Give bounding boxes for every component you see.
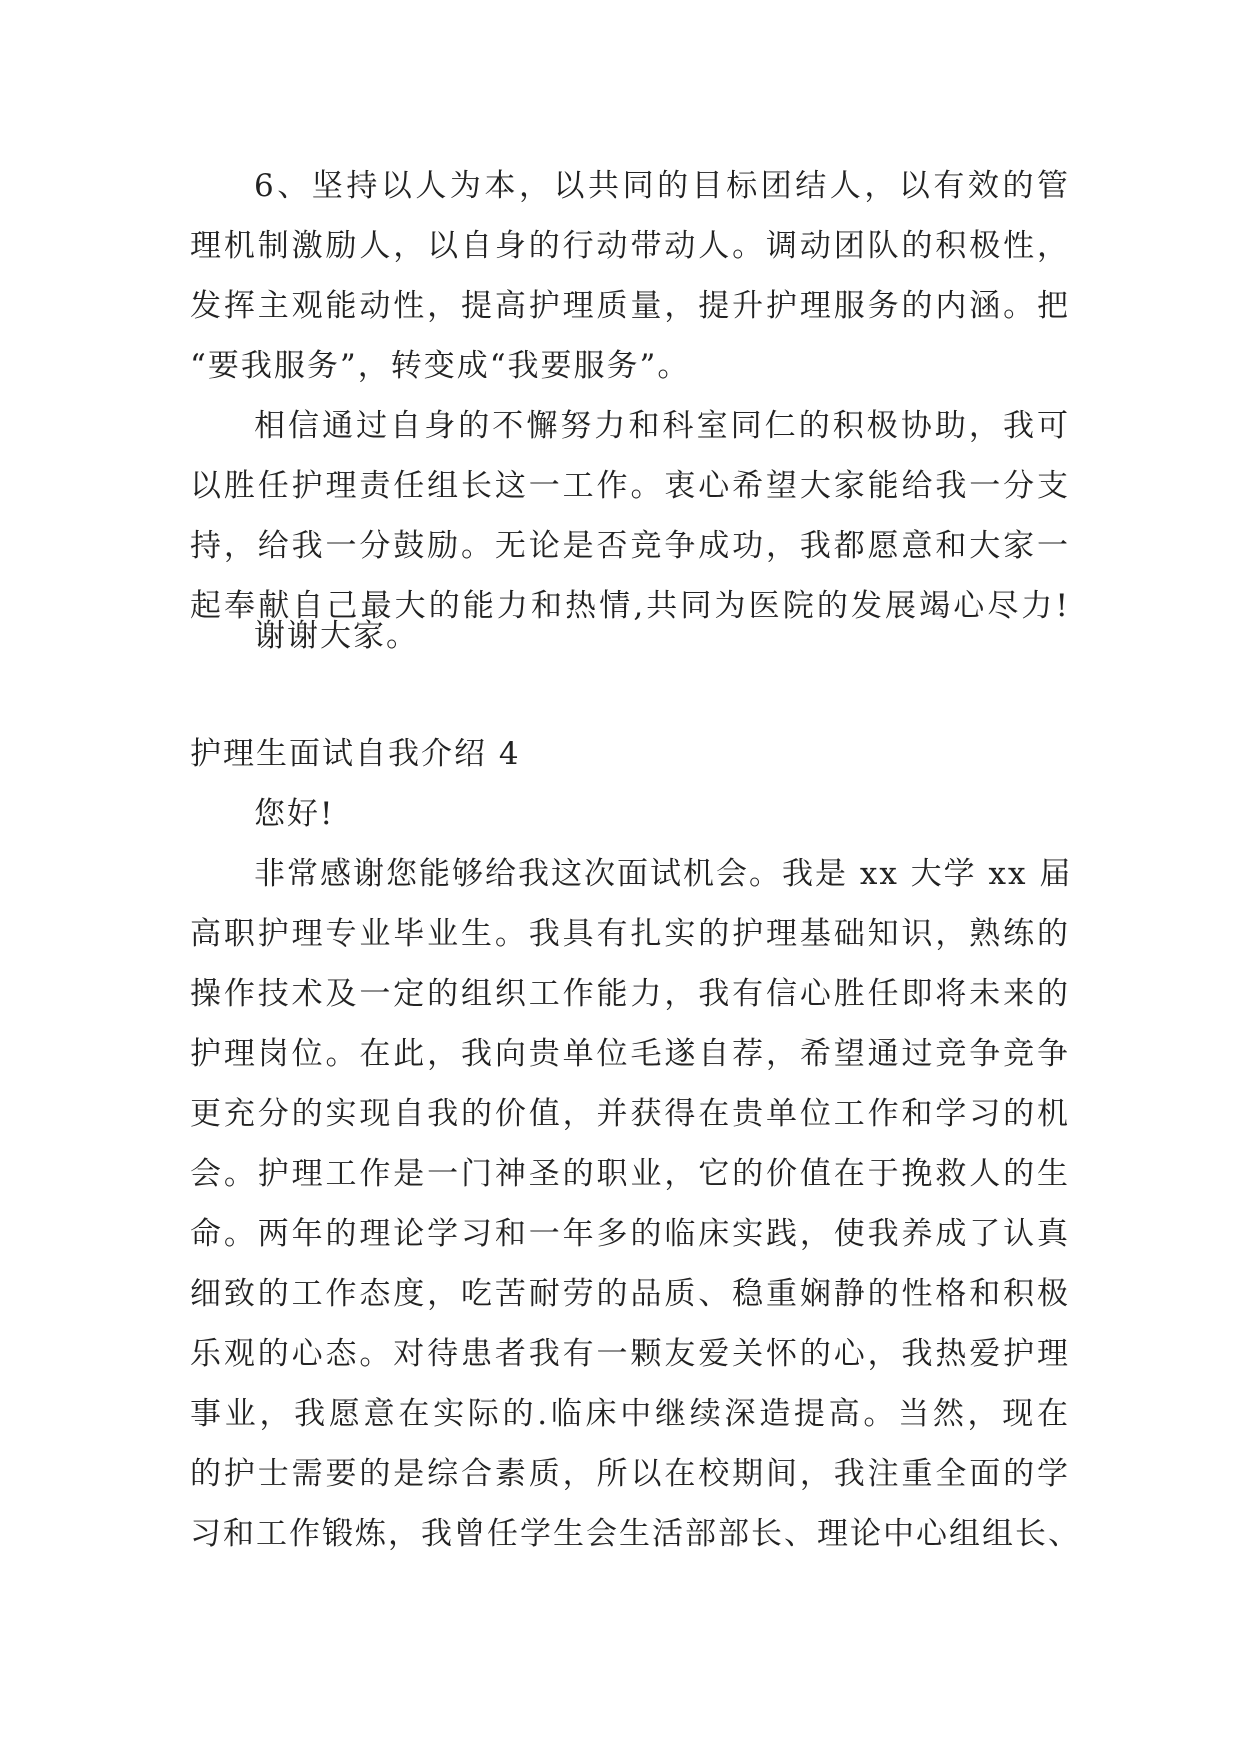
text-line: 护理岗位。在此，我向贵单位毛遂自荐，希望通过竞争竞争 <box>190 1036 1070 1072</box>
section-heading <box>190 724 1070 784</box>
text-line: 乐观的心态。对待患者我有一颗友爱关怀的心，我热爱护理 <box>190 1336 1070 1372</box>
greeting-text: 您好! <box>254 796 335 832</box>
text-line: 会。护理工作是一门神圣的职业，它的价值在于挽救人的生 <box>190 1156 1070 1192</box>
paragraph-belief <box>190 396 1070 636</box>
text-line: 习和工作锻炼，我曾任学生会生活部部长、理论中心组组长、 <box>190 1516 1081 1552</box>
text-line: 命。两年的理论学习和一年多的临床实践，使我养成了认真 <box>190 1216 1070 1252</box>
text-line: 事业，我愿意在实际的.临床中继续深造提高。当然，现在 <box>190 1396 1070 1432</box>
text-line: “要我服务”，转变成“我要服务”。 <box>190 348 691 384</box>
text-line: 更充分的实现自我的价值，并获得在贵单位工作和学习的机 <box>190 1096 1070 1132</box>
text-line: 高职护理专业毕业生。我具有扎实的护理基础知识，熟练的 <box>190 916 1070 952</box>
text-line: 非常感谢您能够给我这次面试机会。我是 xx 大学 xx 届 <box>254 856 1073 892</box>
paragraph-intro <box>190 844 1081 1564</box>
text-line: 发挥主观能动性，提高护理质量，提升护理服务的内涵。把 <box>190 288 1070 324</box>
text-line: 操作技术及一定的组织工作能力，我有信心胜任即将未来的 <box>190 976 1070 1012</box>
closing-paragraph <box>190 606 1070 666</box>
text-line: 细致的工作态度，吃苦耐劳的品质、稳重娴静的性格和积极 <box>190 1276 1070 1312</box>
text-line: 的护士需要的是综合素质，所以在校期间，我注重全面的学 <box>190 1456 1070 1492</box>
closing-text: 谢谢大家。 <box>254 618 419 654</box>
greeting-paragraph <box>190 784 1070 844</box>
text-line: 起奉献自己最大的能力和热情,共同为医院的发展竭心尽力! <box>190 588 1070 624</box>
text-line: 理机制激励人，以自身的行动带动人。调动团队的积极性， <box>190 228 1070 264</box>
text-line: 相信通过自身的不懈努力和科室同仁的积极协助，我可 <box>254 408 1070 444</box>
text-line: 以胜任护理责任组长这一工作。衷心希望大家能给我一分支 <box>190 468 1070 504</box>
section-title: 护理生面试自我介绍 4 <box>190 736 521 772</box>
paragraph-6 <box>190 156 1070 396</box>
text-line: 持，给我一分鼓励。无论是否竞争成功，我都愿意和大家一 <box>190 528 1070 564</box>
text-line: 6、坚持以人为本，以共同的目标团结人，以有效的管 <box>254 168 1070 204</box>
